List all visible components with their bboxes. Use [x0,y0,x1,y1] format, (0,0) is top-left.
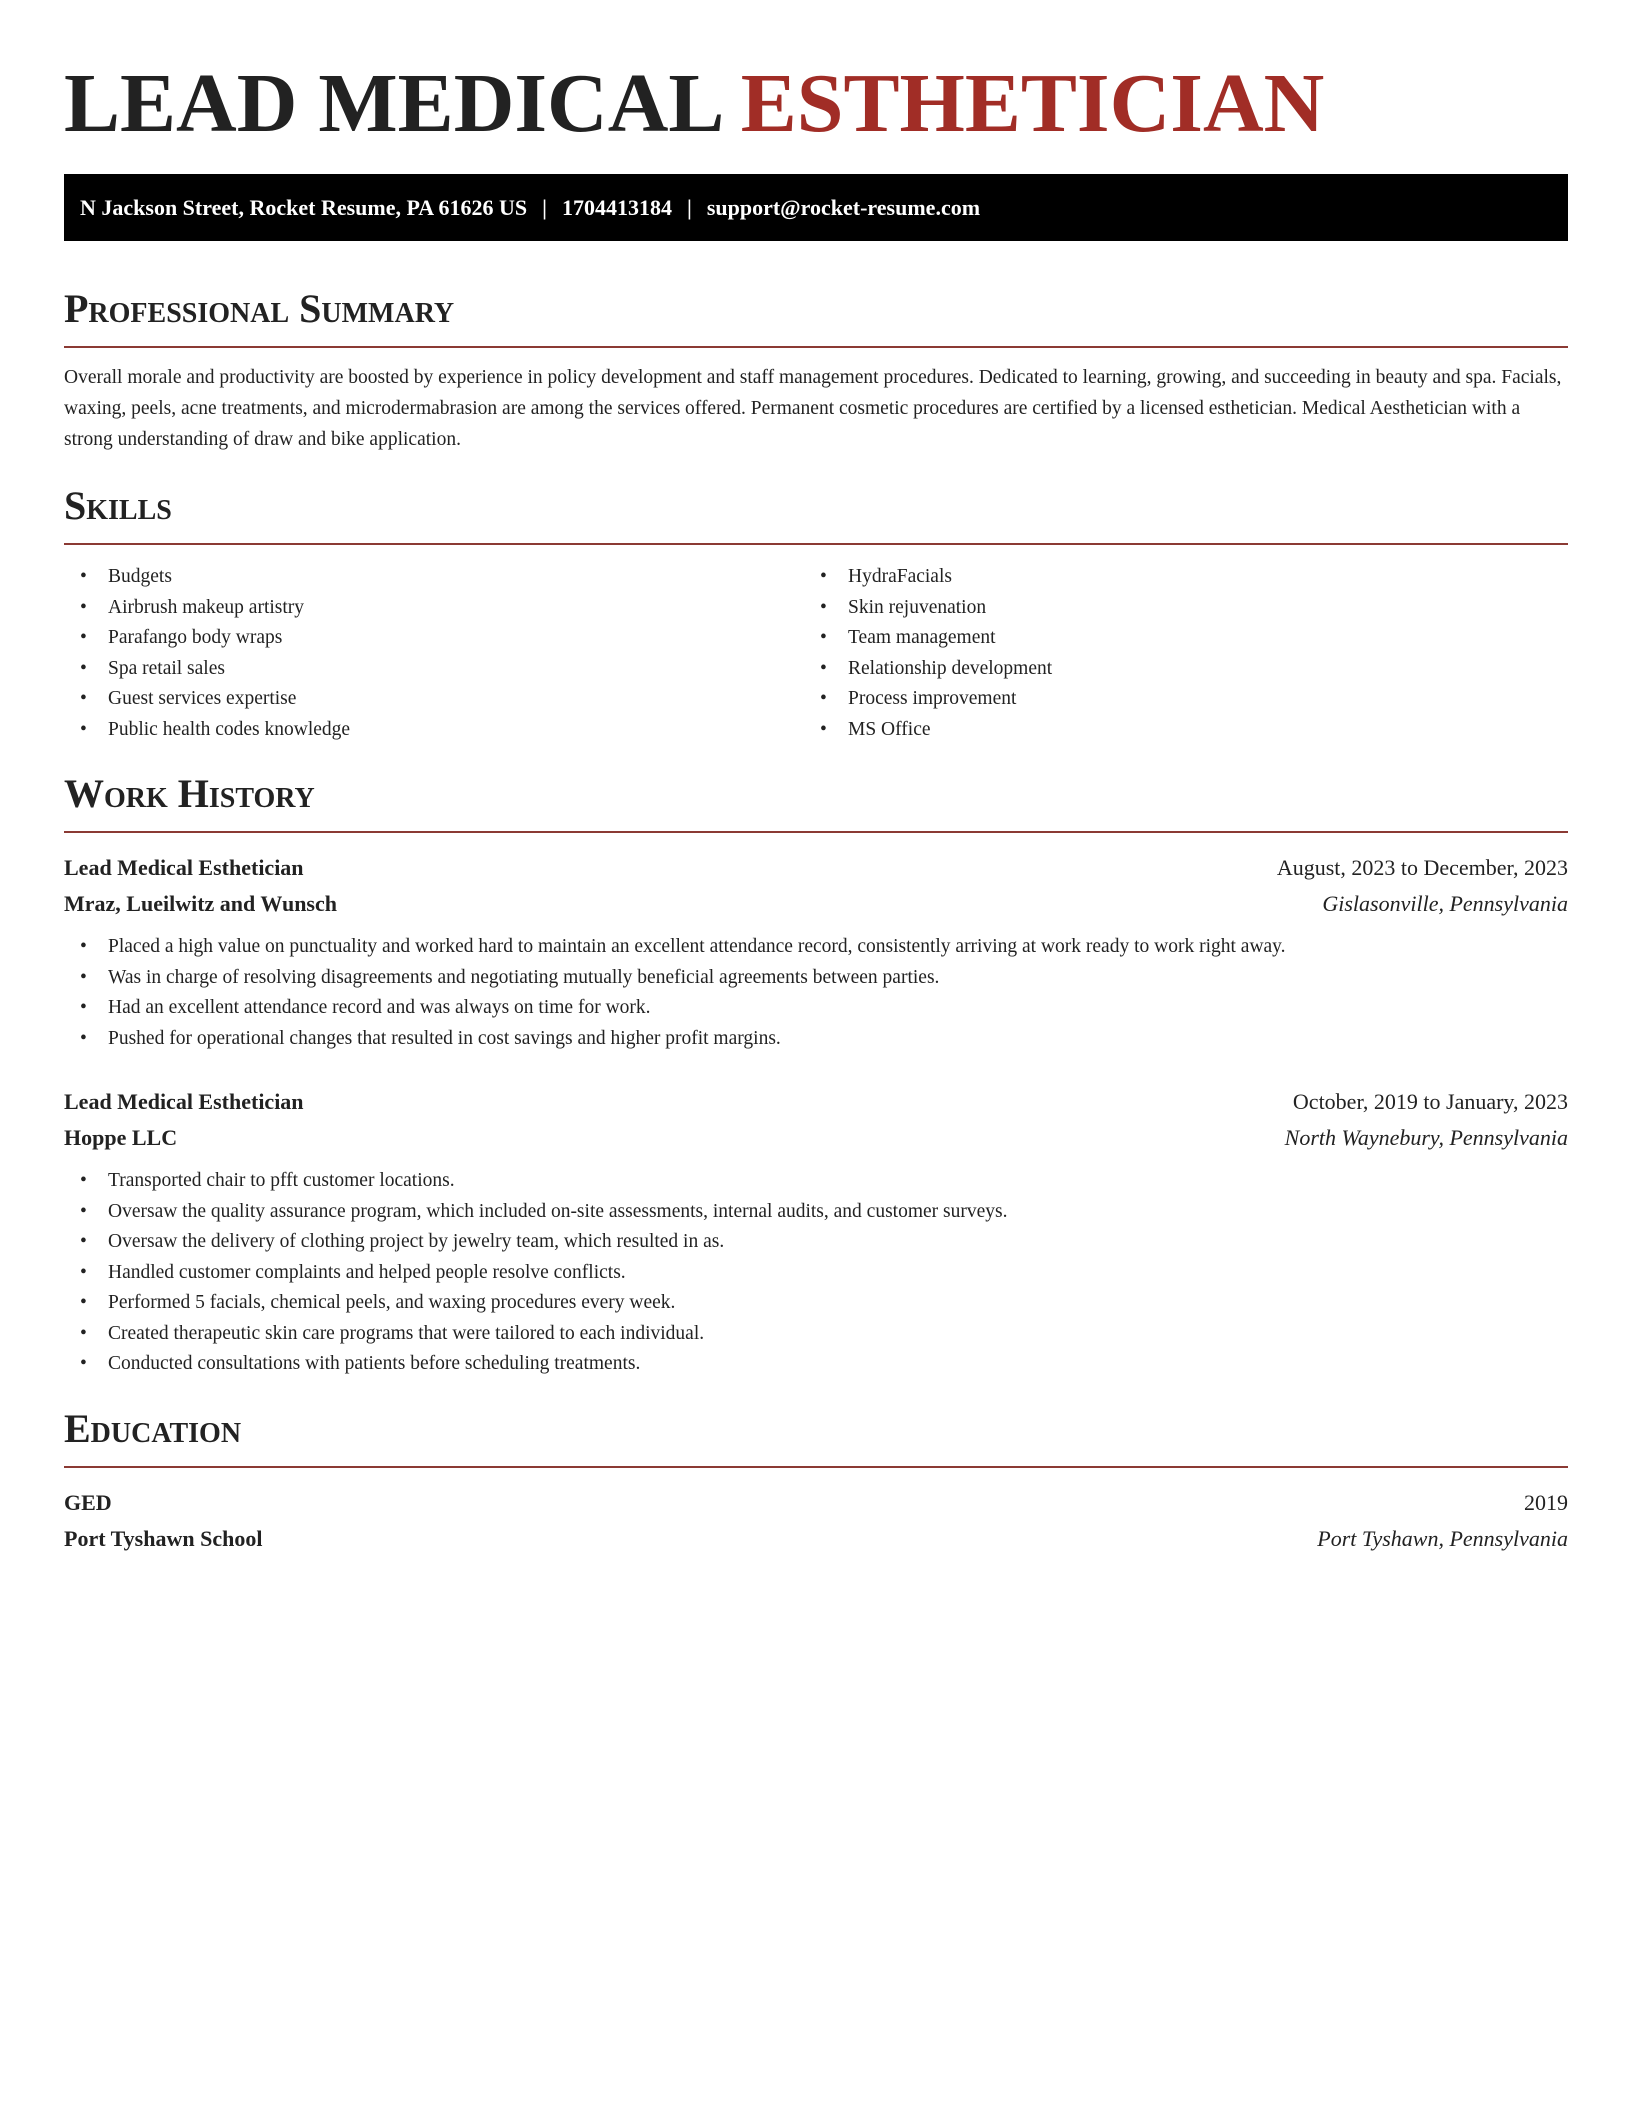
job-entry [64,1084,1568,1380]
section-heading-skills: Skills [64,483,172,528]
contact-bar [64,174,1568,241]
job-title: Lead Medical Esthetician [64,855,304,880]
skills-columns [64,562,1568,745]
education-degree: GED [64,1489,112,1515]
skill-item: • Relationship development [804,654,1052,685]
job-dates: October, 2019 to January, 2023 [1292,1089,1568,1114]
job-company-row [64,1120,1568,1156]
education-year: 2019 [1524,1489,1568,1515]
skills-list-left [64,562,804,745]
skill-item: • Budgets [64,562,804,593]
section-divider [64,1466,1568,1468]
skill-item: • Skin rejuvenation [804,593,1052,624]
title-part-2: ESTHETICIAN [740,57,1325,150]
resume-title [64,56,1568,152]
title-part-1: LEAD MEDICAL [64,57,720,150]
job-dates: August, 2023 to December, 2023 [1276,855,1568,880]
contact-address: N Jackson Street, Rocket Resume, PA 61626 US [80,194,528,220]
skill-item: • Process improvement [804,684,1052,715]
skill-item: • Parafango body wraps [64,623,804,654]
job-bullet: • Conducted consultations with patients before scheduling treatments. [64,1349,1568,1380]
job-bullet: • Created therapeutic skin care programs that were tailored to each individual. [64,1319,1568,1350]
job-title: Lead Medical Esthetician [64,1089,304,1114]
skill-item: • MS Office [804,715,1052,746]
job-bullet: • Was in charge of resolving disagreements and negotiating mutually beneficial agreements between parties. [64,963,1568,994]
contact-phone: 1704413184 [561,194,672,220]
job-bullet: • Oversaw the quality assurance program, which included on-site assessments, internal audits, and customer surveys. [64,1197,1568,1228]
job-bullet: • Handled customer complaints and helped people resolve conflicts. [64,1258,1568,1289]
education-location: Port Tyshawn, Pennsylvania [1317,1525,1568,1551]
education-entry [64,1485,1568,1557]
skill-item: • Airbrush makeup artistry [64,593,804,624]
job-bullet: • Performed 5 facials, chemical peels, and waxing procedures every week. [64,1288,1568,1319]
education-school: Port Tyshawn School [64,1525,263,1551]
job-header-row [64,850,1568,886]
job-bullets [64,932,1568,1054]
job-bullet: • Placed a high value on punctuality and worked hard to maintain an excellent attendance record, consistently arriving at work ready to work right away. [64,932,1568,963]
job-bullet: • Oversaw the delivery of clothing project by jewelry team, which resulted in as. [64,1227,1568,1258]
contact-separator: | [686,194,692,220]
job-company-row [64,886,1568,922]
summary-text: Overall morale and productivity are boosted by experience in policy development and staff management procedures. Dedicated to learning, growing, and succeeding in beauty and spa. Facials, waxing, peels, acne treatments, and microdermabrasion are among the services offered. Permanent cosmetic procedures are certified by a licensed esthetician. Medical Aesthetician with a strong understanding of draw and bike application. [64,367,1562,450]
skills-list-right [804,562,1052,745]
skill-item: • Guest services expertise [64,684,804,715]
contact-email: support@rocket-resume.com [706,194,981,220]
section-divider [64,346,1568,348]
section-heading-education: Education [64,1405,242,1451]
job-bullet: • Had an excellent attendance record and was always on time for work. [64,993,1568,1024]
job-company: Hoppe LLC [64,1125,178,1150]
contact-separator: | [542,194,547,220]
skill-item: • Team management [804,623,1052,654]
job-company: Mraz, Lueilwitz and Wunsch [64,891,337,916]
job-header-row [64,1084,1568,1120]
section-heading-summary: Professional Summary [64,286,455,331]
job-bullets [64,1166,1568,1380]
skill-item: • HydraFacials [804,562,1052,593]
job-location: North Waynebury, Pennsylvania [1284,1125,1568,1150]
skill-item: • Spa retail sales [64,654,804,685]
job-bullet: • Transported chair to pfft customer locations. [64,1166,1568,1197]
section-divider [64,831,1568,833]
education-school-row [64,1521,1568,1557]
education-header-row [64,1485,1568,1521]
section-heading-work-history: Work History [64,771,315,816]
job-entry [64,850,1568,1054]
section-divider [64,543,1568,545]
skill-item: • Public health codes knowledge [64,715,804,746]
job-bullet: • Pushed for operational changes that resulted in cost savings and higher profit margins. [64,1024,1568,1055]
job-location: Gislasonville, Pennsylvania [1322,891,1568,916]
